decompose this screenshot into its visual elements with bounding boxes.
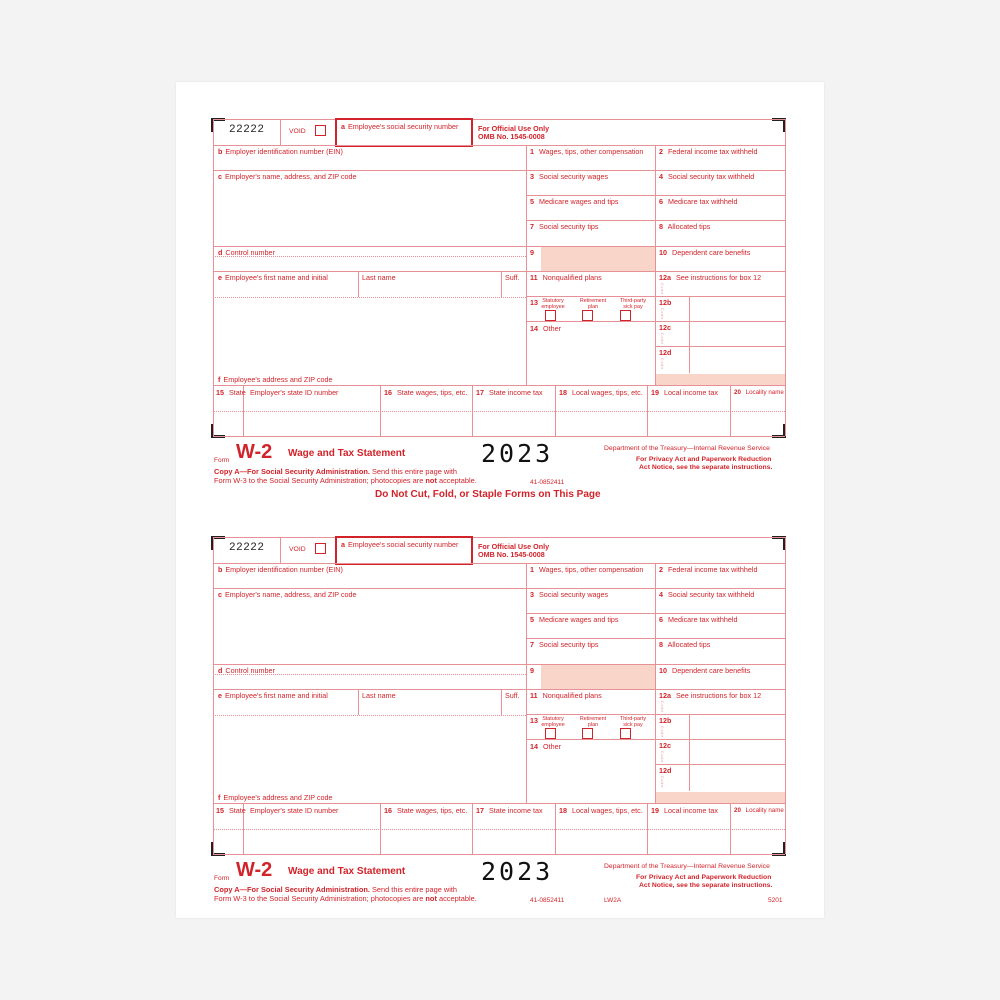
rule [785,537,786,854]
rule [655,145,656,385]
rule [689,714,690,791]
form-control-code: 22222 [229,542,265,554]
box-14-label: 14 Other [530,324,561,333]
form-title: Wage and Tax Statement [288,448,406,459]
tax-year: 2023 [481,857,554,886]
box-1-label: 1 Wages, tips, other compensation [530,565,644,574]
box-15-state-id-label: Employer's state ID number [250,806,339,815]
box-4-label: 4 Social security tax withheld [659,590,755,599]
privacy-notice-line2: Act Notice, see the separate instructions. [639,464,773,471]
box-11-label: 11 Nonqualified plans [530,691,602,700]
box-12b-label: 12b [659,716,672,725]
box-15-label: 15 State [216,388,246,397]
code-ticks: C o d e [660,308,664,320]
rule [472,803,473,854]
retirement-plan-label: Retirement plan [579,716,607,728]
box-e-last-name-label: Last name [362,273,396,282]
code-ticks: C o d e [660,333,664,345]
rule [655,563,656,803]
rule [213,411,785,412]
rule [501,271,502,297]
box-d-label: d Control number [218,666,275,675]
box-5-label: 5 Medicare wages and tips [530,197,619,206]
box-10-label: 10 Dependent care benefits [659,666,751,675]
rule [213,588,785,589]
rule [213,119,214,436]
form-w2-title: W-2 [236,441,273,463]
box-18-label: 18 Local wages, tips, etc. [559,806,643,815]
box-9-label: 9 [530,666,534,675]
box-e-last-name-label: Last name [362,691,396,700]
tax-year: 2023 [481,439,554,468]
official-use-label: For Official Use Only [478,124,550,133]
retirement-plan-label: Retirement plan [579,298,607,310]
rule [213,664,785,665]
copy-a-line1: Copy A—For Social Security Administration. Send this entire page with [214,885,458,894]
box-d-label: d Control number [218,248,275,257]
box-16-label: 16 State wages, tips, etc. [384,806,468,815]
box-14-label: 14 Other [530,742,561,751]
box-f-label: f Employee's address and ZIP code [218,375,333,384]
rule [647,803,648,854]
box-9-label: 9 [530,248,534,257]
box-6-label: 6 Medicare tax withheld [659,615,738,624]
box-11-label: 11 Nonqualified plans [530,273,602,282]
rule [213,829,785,830]
copy-a-line1: Copy A—For Social Security Administration. Send this entire page with [214,467,458,476]
box-1-label: 1 Wages, tips, other compensation [530,147,644,156]
box-8-label: 8 Allocated tips [659,640,711,649]
third-party-sick-pay-label: Third-party sick pay [619,716,647,728]
box-7-label: 7 Social security tips [530,640,599,649]
box-18-label: 18 Local wages, tips, etc. [559,388,643,397]
box-12b-label: 12b [659,298,672,307]
box-12a-label: 12a See instructions for box 12 [659,691,762,700]
box-a-label: a Employee's social security number [341,540,459,549]
third-party-sick-pay-checkbox[interactable] [620,728,631,739]
box-15-label: 15 State [216,806,246,815]
box-2-label: 2 Federal income tax withheld [659,147,758,156]
code-ticks: C o d e [660,283,664,295]
w2-form-copy-bottom [0,418,1000,904]
corner-mark [772,536,786,550]
retirement-plan-checkbox[interactable] [582,310,593,321]
rule [213,854,785,855]
rule [280,119,281,145]
box-17-label: 17 State income tax [476,388,543,397]
shaded-area [656,374,785,385]
rule [213,170,785,171]
rule [689,296,690,373]
corner-mark [772,118,786,132]
copy-a-line2: Form W-3 to the Social Security Administration; photocopies are not acceptable. [214,476,477,485]
void-label: VOID [289,128,306,135]
omb-number: OMB No. 1545-0008 [478,550,545,559]
form-control-code: 22222 [229,124,265,136]
box-5-label: 5 Medicare wages and tips [530,615,619,624]
box-3-label: 3 Social security wages [530,590,609,599]
rule [358,271,359,297]
box-12c-label: 12c [659,741,671,750]
rule [213,385,785,386]
department-label: Department of the Treasury—Internal Revenue Service [604,445,770,452]
box-3-label: 3 Social security wages [530,172,609,181]
rule [213,537,214,854]
void-checkbox[interactable] [315,125,326,136]
rule [213,145,785,146]
box-f-label: f Employee's address and ZIP code [218,793,333,802]
copy-a-line2: Form W-3 to the Social Security Administration; photocopies are not acceptable. [214,894,477,903]
box-e-suffix-label: Suff. [505,273,520,282]
code-ticks: C o d e [660,726,664,738]
rule [213,246,785,247]
rule [785,119,786,436]
code-ticks: C o d e [660,358,664,370]
rule [280,537,281,563]
rule [213,715,526,716]
third-party-sick-pay-label: Third-party sick pay [619,298,647,310]
catalog-number: 41-0852411 [530,479,565,486]
box-12c-label: 12c [659,323,671,332]
form-code-5201: 5201 [768,897,783,904]
box-9-shaded [541,665,655,689]
box-7-label: 7 Social security tips [530,222,599,231]
statutory-employee-checkbox[interactable] [545,310,556,321]
rule [501,689,502,715]
rule [655,764,785,765]
box-c-label: c Employer's name, address, and ZIP code [218,172,357,181]
box-13-label: 13 [530,298,538,307]
rule [213,297,526,298]
box-16-label: 16 State wages, tips, etc. [384,388,468,397]
box-e-suffix-label: Suff. [505,691,520,700]
department-label: Department of the Treasury—Internal Revenue Service [604,863,770,870]
box-6-label: 6 Medicare tax withheld [659,197,738,206]
form-w2-title: W-2 [236,859,273,881]
privacy-notice-line1: For Privacy Act and Paperwork Reduction [636,456,772,463]
statutory-employee-label: Statutory employee [541,298,565,310]
rule [213,563,785,564]
catalog-number: 41-0852411 [530,897,565,904]
privacy-notice-line1: For Privacy Act and Paperwork Reduction [636,874,772,881]
box-9-shaded [541,247,655,271]
form-word: Form [214,875,230,882]
box-c-label: c Employer's name, address, and ZIP code [218,590,357,599]
rule [358,689,359,715]
form-word: Form [214,457,230,464]
shaded-area [656,792,785,803]
box-19-label: 19 Local income tax [651,388,718,397]
omb-number: OMB No. 1545-0008 [478,132,545,141]
retirement-plan-checkbox[interactable] [582,728,593,739]
rule [213,689,785,690]
rule [730,803,731,854]
box-12d-label: 12d [659,348,672,357]
box-12a-label: 12a See instructions for box 12 [659,273,762,282]
box-10-label: 10 Dependent care benefits [659,248,751,257]
box-e-label: e Employee's first name and initial [218,691,328,700]
box-2-label: 2 Federal income tax withheld [659,565,758,574]
box-4-label: 4 Social security tax withheld [659,172,755,181]
code-ticks: C o d e [660,701,664,713]
box-15-state-id-label: Employer's state ID number [250,388,339,397]
third-party-sick-pay-checkbox[interactable] [620,310,631,321]
box-19-label: 19 Local income tax [651,806,718,815]
box-12d-label: 12d [659,766,672,775]
rule [213,803,785,804]
box-20-label: 20 Locality name [734,389,784,396]
void-label: VOID [289,546,306,553]
box-e-label: e Employee's first name and initial [218,273,328,282]
rule [478,537,785,538]
box-17-label: 17 State income tax [476,806,543,815]
statutory-employee-label: Statutory employee [541,716,565,728]
box-a-label: a Employee's social security number [341,122,459,131]
lw2a-code: LW2A [604,897,622,904]
official-use-label: For Official Use Only [478,542,550,551]
form-title: Wage and Tax Statement [288,866,406,877]
privacy-notice-line2: Act Notice, see the separate instructions. [639,882,773,889]
box-b-label: b Employer identification number (EIN) [218,147,343,156]
rule [478,119,785,120]
rule [655,346,785,347]
rule [555,803,556,854]
w2-form-copy-top [0,0,1000,486]
do-not-cut-notice: Do Not Cut, Fold, or Staple Forms on This Page [375,489,601,500]
code-ticks: C o d e [660,776,664,788]
void-checkbox[interactable] [315,543,326,554]
rule [526,563,527,803]
box-13-label: 13 [530,716,538,725]
box-b-label: b Employer identification number (EIN) [218,565,343,574]
box-20-label: 20 Locality name [734,807,784,814]
rule [380,803,381,854]
code-ticks: C o d e [660,751,664,763]
statutory-employee-checkbox[interactable] [545,728,556,739]
rule [213,271,785,272]
rule [526,145,527,385]
box-8-label: 8 Allocated tips [659,222,711,231]
